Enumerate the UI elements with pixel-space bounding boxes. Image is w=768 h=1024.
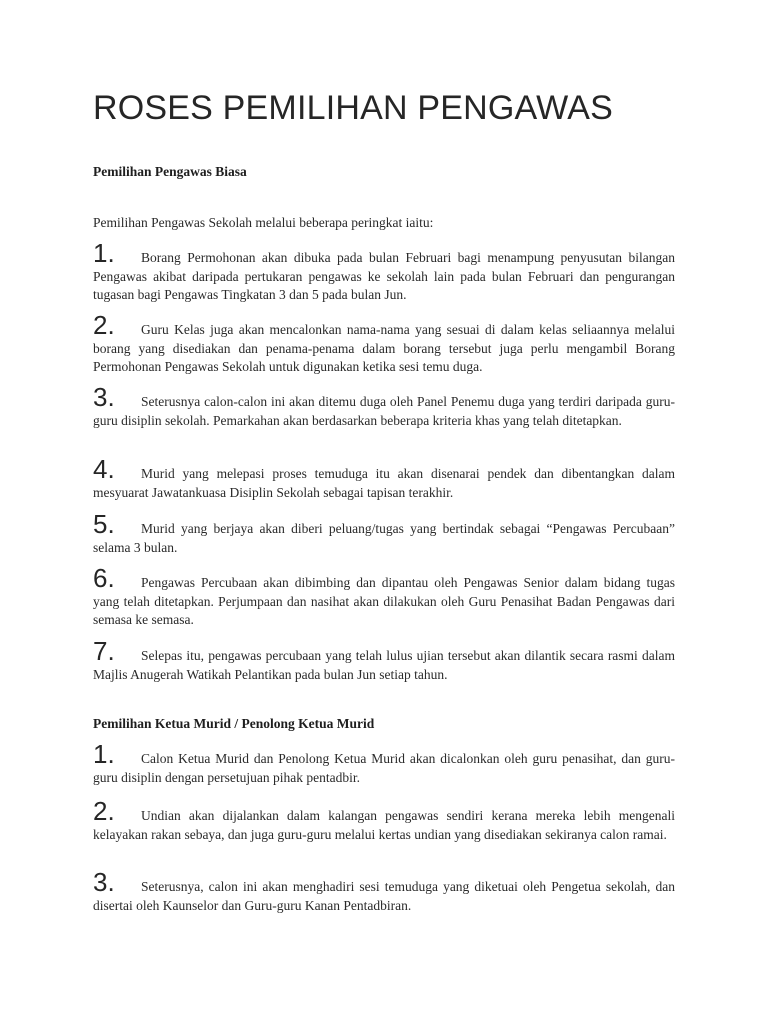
item-text: Seterusnya calon-calon ini akan ditemu duga oleh Panel Penemu duga yang terdiri daripada guru-guru disiplin sekolah. Pemarkahan akan berdasarkan beberapa kriteria khas yang telah ditetapkan.	[93, 394, 675, 428]
item-text: Pengawas Percubaan akan dibimbing dan dipantau oleh Pengawas Senior dalam bidang tugas yang telah ditetapkan. Perjumpaan dan nasihat akan dilakukan oleh Guru Penasihat Badan Pengawas dari semasa ke semasa.	[93, 575, 675, 627]
item-number: 2.	[93, 310, 115, 340]
item-number: 5.	[93, 509, 115, 539]
list-item	[93, 867, 675, 915]
list-item	[93, 238, 675, 305]
list-item	[93, 310, 675, 377]
document-title: ROSES PEMILIHAN PENGAWAS	[93, 89, 613, 127]
list-item	[93, 382, 675, 430]
list-item	[93, 636, 675, 684]
section-heading-pengawas-biasa: Pemilihan Pengawas Biasa	[93, 164, 247, 179]
list-item	[93, 796, 675, 844]
section-heading-ketua-murid: Pemilihan Ketua Murid / Penolong Ketua Murid	[93, 716, 375, 731]
list-item	[93, 454, 675, 502]
item-text: Seterusnya, calon ini akan menghadiri sesi temuduga yang diketuai oleh Pengetua sekolah, dan disertai oleh Kaunselor dan Guru-guru Kanan Pentadbiran.	[93, 879, 675, 913]
list-item	[93, 739, 675, 787]
item-number: 6.	[93, 563, 115, 593]
item-number: 3.	[93, 382, 115, 412]
list-item	[93, 509, 675, 557]
item-number: 1.	[93, 739, 115, 769]
list-item	[93, 563, 675, 630]
item-number: 7.	[93, 636, 115, 666]
item-text: Murid yang melepasi proses temuduga itu akan disenarai pendek dan dibentangkan dalam mesyuarat Jawatankuasa Disiplin Sekolah sebagai tapisan terakhir.	[93, 466, 675, 500]
item-number: 3.	[93, 867, 115, 897]
item-text: Calon Ketua Murid dan Penolong Ketua Murid akan dicalonkan oleh guru penasihat, dan guru-guru disiplin dengan persetujuan pihak pentadbir.	[93, 751, 675, 785]
item-text: Borang Permohonan akan dibuka pada bulan Februari bagi menampung penyusutan bilangan Pengawas akibat daripada pertukaran pengawas ke sekolah lain pada bulan Februari dan pengurangan tugasan bagi Pengawas Tingkatan 3 dan 5 pada bulan Jun.	[93, 250, 675, 302]
item-text: Undian akan dijalankan dalam kalangan pengawas sendiri kerana mereka lebih mengenali kelayakan rakan sebaya, dan juga guru-guru melalui kertas undian yang disediakan sekiranya calon ramai.	[93, 808, 675, 842]
section-intro: Pemilihan Pengawas Sekolah melalui beberapa peringkat iaitu:	[93, 215, 434, 230]
item-number: 2.	[93, 796, 115, 826]
item-text: Guru Kelas juga akan mencalonkan nama-nama yang sesuai di dalam kelas seliaannya melalui borang yang disediakan dan penama-penama dalam borang tersebut juga perlu mengambil Borang Permohonan Pengawas Sekolah untuk digunakan ketika sesi temu duga.	[93, 322, 675, 374]
item-number: 4.	[93, 454, 115, 484]
item-text: Murid yang berjaya akan diberi peluang/tugas yang bertindak sebagai “Pengawas Percubaan” selama 3 bulan.	[93, 521, 675, 555]
item-number: 1.	[93, 238, 115, 268]
item-text: Selepas itu, pengawas percubaan yang telah lulus ujian tersebut akan dilantik secara rasmi dalam Majlis Anugerah Watikah Pelantikan pada bulan Jun setiap tahun.	[93, 648, 675, 682]
